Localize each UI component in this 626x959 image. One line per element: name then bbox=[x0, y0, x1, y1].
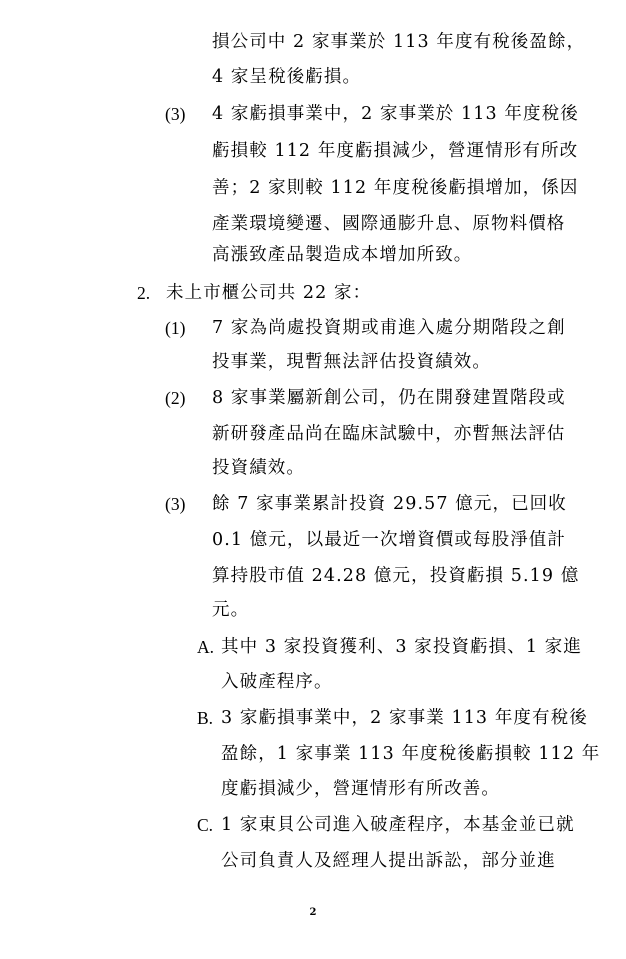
item-2-3-line-3: 算持股市值 24.28 億元，投資虧損 5.19 億 bbox=[212, 566, 580, 586]
page-number: 2 bbox=[309, 907, 317, 918]
sub-a-marker: A. bbox=[197, 637, 215, 657]
item-2-1-marker: (1) bbox=[165, 318, 186, 338]
item-2-3-line-4: 元。 bbox=[212, 600, 250, 620]
item-2-3-line-1: 餘 7 家事業累計投資 29.57 億元，已回收 bbox=[212, 494, 567, 514]
sub-a-line-2: 入破產程序。 bbox=[221, 672, 333, 692]
item-1-3-line-1: 4 家虧損事業中，2 家事業於 113 年度稅後 bbox=[212, 104, 579, 124]
item-2-2-line-2: 新研發產品尚在臨床試驗中，亦暫無法評估 bbox=[212, 424, 566, 444]
item-1-3-line-5: 高漲致產品製造成本增加所致。 bbox=[212, 245, 473, 265]
sub-c-marker: C. bbox=[197, 815, 214, 835]
item-2-2-line-3: 投資績效。 bbox=[212, 458, 305, 478]
intro-line-1: 損公司中 2 家事業於 113 年度有稅後盈餘， bbox=[212, 32, 586, 52]
section-2-heading: 未上市櫃公司共 22 家： bbox=[166, 283, 372, 303]
item-2-3-marker: (3) bbox=[165, 494, 186, 514]
sub-b-line-1: 3 家虧損事業中，2 家事業 113 年度有稅後 bbox=[221, 708, 588, 728]
item-2-1-line-2: 投事業，現暫無法評估投資績效。 bbox=[212, 352, 491, 372]
item-2-3-line-2: 0.1 億元，以最近一次增資價或每股淨值計 bbox=[212, 530, 566, 550]
item-1-3-marker: (3) bbox=[165, 104, 186, 124]
sub-b-line-2: 盈餘，1 家事業 113 年度稅後虧損較 112 年 bbox=[221, 744, 601, 764]
item-1-3-line-3: 善；2 家則較 112 年度稅後虧損增加，係因 bbox=[212, 178, 579, 198]
sub-c-line-2: 公司負責人及經理人提出訴訟，部分並進 bbox=[221, 851, 556, 871]
sub-c-line-1: 1 家東貝公司進入破產程序，本基金並已就 bbox=[221, 815, 575, 835]
sub-b-marker: B. bbox=[197, 708, 214, 728]
section-2-marker: 2. bbox=[137, 283, 151, 303]
item-2-2-line-1: 8 家事業屬新創公司，仍在開發建置階段或 bbox=[212, 388, 566, 408]
item-1-3-line-4: 產業環境變遷、國際通膨升息、原物料價格 bbox=[212, 214, 566, 234]
item-2-2-marker: (2) bbox=[165, 388, 186, 408]
item-2-1-line-1: 7 家為尚處投資期或甫進入處分期階段之創 bbox=[212, 318, 566, 338]
sub-b-line-3: 度虧損減少，營運情形有所改善。 bbox=[221, 779, 500, 799]
intro-line-2: 4 家呈稅後虧損。 bbox=[212, 67, 362, 87]
sub-a-line-1: 其中 3 家投資獲利、3 家投資虧損、1 家進 bbox=[221, 637, 582, 657]
item-1-3-line-2: 虧損較 112 年度虧損減少，營運情形有所改 bbox=[212, 141, 579, 161]
